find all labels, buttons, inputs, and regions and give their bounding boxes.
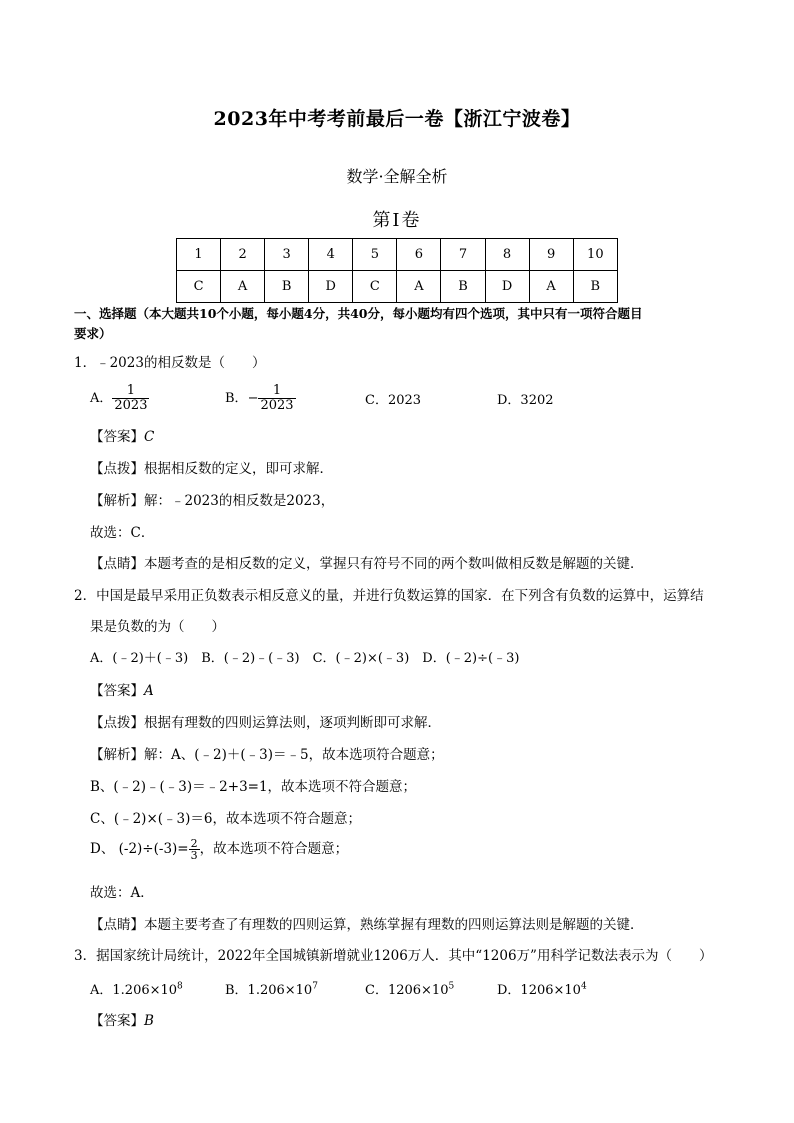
table-cell: 4 <box>309 239 353 271</box>
q2-analysis-c: C、(﹣2)×(﹣3)＝6，故本选项不符合题意； <box>90 811 361 827</box>
document-title: 2023年中考考前最后一卷【浙江宁波卷】 <box>213 108 581 130</box>
q1-answer <box>90 428 154 446</box>
numerator: 1 <box>112 384 149 399</box>
table-cell: C <box>353 271 397 303</box>
table-cell: 5 <box>353 239 397 271</box>
table-cell: A <box>397 271 441 303</box>
q2-choose: 故选：A． <box>90 885 154 901</box>
q2-options: A．(﹣2)＋(﹣3) B．(﹣2)﹣(﹣3) C．(﹣2)×(﹣3) D．(﹣2)÷(﹣3) <box>90 651 520 666</box>
answer-tag: 【答案】 <box>90 1013 144 1029</box>
table-cell: 9 <box>529 239 573 271</box>
table-cell: 6 <box>397 239 441 271</box>
exponent: 7 <box>312 981 318 992</box>
document-subtitle: 数学·全解全析 <box>346 167 448 186</box>
option-label: A． <box>90 391 113 406</box>
table-cell: 3 <box>265 239 309 271</box>
fraction <box>112 384 149 413</box>
fraction <box>258 384 295 413</box>
table-cell: B <box>573 271 617 303</box>
exponent: 4 <box>580 981 587 992</box>
numerator: 2 <box>190 837 198 850</box>
q1-option-b <box>225 384 296 413</box>
table-cell: B <box>441 271 485 303</box>
q2-stem: 2．中国是最早采用正负数表示相反意义的量，并进行负数运算的国家．在下列含有负数的运算中，运算结 <box>74 588 704 604</box>
answer-tag: 【答案】 <box>90 429 144 445</box>
answer-table <box>176 238 618 303</box>
exponent: 5 <box>448 981 455 992</box>
q1-choose: 故选：C． <box>90 525 155 541</box>
q1-option-d: D．3202 <box>497 393 554 408</box>
option-text: D．1206×10 <box>497 983 581 998</box>
numerator: 1 <box>258 384 295 399</box>
answer-table-answers-row <box>177 271 618 303</box>
q2-answer <box>90 682 154 700</box>
q1-option-c: C．2023 <box>365 393 422 408</box>
table-cell: 7 <box>441 239 485 271</box>
expression-tail: ，故本选项不符合题意； <box>199 841 349 857</box>
answer-value: A <box>144 683 154 699</box>
minus-sign: − <box>247 391 259 406</box>
q1-hint: 【点拨】根据相反数的定义，即可求解． <box>90 461 333 477</box>
part-header-cont: 要求） <box>74 326 112 341</box>
denominator: 3 <box>190 849 198 862</box>
q2-stem-cont: 果是负数的为（ ） <box>90 619 225 635</box>
table-cell: A <box>221 271 265 303</box>
table-cell: 8 <box>485 239 529 271</box>
table-cell: B <box>265 271 309 303</box>
q2-review: 【点睛】本题主要考查了有理数的四则运算，熟练掌握有理数的四则运算法则是解题的关键． <box>90 917 644 933</box>
q3-option-b <box>225 979 318 998</box>
option-text: C．1206×10 <box>365 983 449 998</box>
section-title: 第Ⅰ卷 <box>372 210 422 231</box>
q3-option-c <box>365 979 454 998</box>
option-text: A．1.206×10 <box>90 983 178 998</box>
q1-review: 【点睛】本题考查的是相反数的定义，掌握只有符号不同的两个数叫做相反数是解题的关键． <box>90 556 644 572</box>
part-header: 一、选择题（本大题共10个小题，每小题4分，共40分，每小题均有四个选项，其中只有一项符合题目 <box>74 306 643 321</box>
table-cell: A <box>529 271 573 303</box>
table-cell: C <box>177 271 221 303</box>
denominator: 2023 <box>114 398 148 413</box>
q1-stem: 1．﹣2023的相反数是（ ） <box>74 355 266 371</box>
table-cell: 2 <box>221 239 265 271</box>
q1-analysis: 【解析】解：﹣2023的相反数是2023， <box>90 493 335 509</box>
option-label: B． <box>225 391 248 406</box>
q3-option-a <box>90 979 183 998</box>
fraction <box>189 838 200 861</box>
answer-tag: 【答案】 <box>90 683 144 699</box>
answer-table-numbers-row <box>177 239 618 271</box>
table-cell: D <box>309 271 353 303</box>
q3-stem: 3．据国家统计局统计，2022年全国城镇新增就业1206万人．其中“1206万”用科学记数法表示为（ ） <box>74 948 713 964</box>
answer-value: B <box>144 1013 154 1029</box>
table-cell: 1 <box>177 239 221 271</box>
q2-analysis-d <box>90 838 348 861</box>
exponent: 8 <box>177 981 183 992</box>
table-cell: D <box>485 271 529 303</box>
expression: D、 (-2)÷(-3)= <box>90 841 189 857</box>
q3-answer <box>90 1012 154 1030</box>
q3-option-d <box>497 979 587 998</box>
denominator: 2023 <box>260 398 294 413</box>
option-text: B．1.206×10 <box>225 983 313 998</box>
q2-analysis-b: B、(﹣2)﹣(﹣3)＝﹣2+3=1，故本选项不符合题意； <box>90 779 417 795</box>
q2-analysis-a: 【解析】解：A、(﹣2)＋(﹣3)＝﹣5，故本选项符合题意； <box>90 747 444 763</box>
table-cell: 10 <box>573 239 617 271</box>
answer-value: C <box>144 429 155 445</box>
q1-option-a <box>90 384 149 413</box>
q2-hint: 【点拨】根据有理数的四则运算法则，逐项判断即可求解． <box>90 715 441 731</box>
